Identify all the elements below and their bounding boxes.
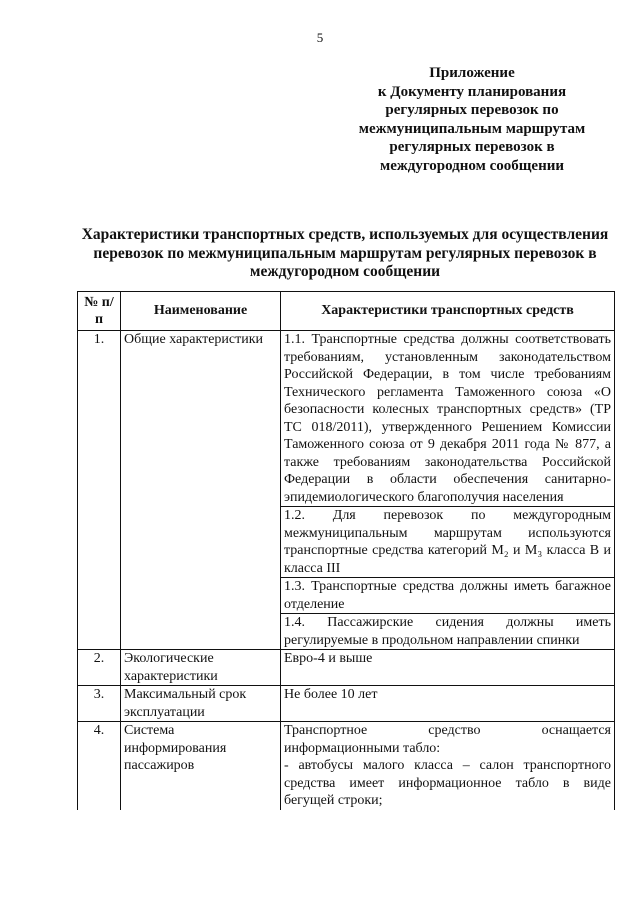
table-row [78, 331, 615, 507]
characteristic-item: 1.2. Для перевозок по междугородным межмуниципальным маршрутам используются транспортные средства категорий M₂ и M₃ класса B и класса III [281, 507, 615, 578]
appendix-line: регулярных перевозок в [389, 139, 555, 155]
row-number: 2. [78, 650, 121, 686]
appendix-line: к Документу планирования [377, 83, 567, 100]
title-line: междугородном сообщении [249, 263, 441, 280]
characteristic-value: Евро-4 и выше [281, 650, 615, 686]
document-title [70, 226, 620, 282]
row-number: 3. [78, 686, 121, 722]
row-name: Экологические характеристики [121, 650, 281, 686]
characteristic-lines [281, 722, 615, 810]
row-number: 1. [78, 331, 121, 650]
page-number: 5 [316, 30, 324, 45]
appendix-line: межмуниципальным маршрутам [358, 120, 586, 137]
characteristic-item: 1.1. Транспортные средства должны соответствовать требованиям, установленным законодательством Российской Федерации, в том числе требованиям Технического регламента Таможенного союза «О безопасности колесных транспортных средств» (ТР ТС 018/2011), утвержденного Решением Комиссии Таможенного союза от 9 декабря 2011 года № 877, а также требованиям законодательства Российской Федерации в области обеспечения санитарно-эпидемиологического благополучия населения [281, 331, 615, 507]
table-header-row [78, 292, 615, 331]
title-line: Характеристики транспортных средств, используемых для осуществления [81, 226, 609, 243]
appendix-line: междугородном сообщении [379, 157, 564, 174]
header-characteristics: Характеристики транспортных средств [281, 292, 615, 331]
appendix-line: Приложение [429, 65, 515, 81]
appendix-line: регулярных перевозок по [385, 102, 559, 118]
characteristic-line: - автобусы малого класса – салон транспортного средства имеет информационное табло в виде бегущей строки; [284, 758, 611, 808]
characteristics-table [77, 291, 615, 810]
table-row [78, 686, 615, 722]
table-row [78, 722, 615, 810]
characteristic-item: 1.4. Пассажирские сидения должны иметь регулируемые в продольном направлении спинки [281, 614, 615, 650]
title-line: перевозок по межмуниципальным маршрутам регулярных перевозок в [93, 244, 597, 262]
header-num: № п/п [78, 292, 121, 331]
characteristic-value: Не более 10 лет [281, 686, 615, 722]
row-name: Система информирования пассажиров [121, 722, 281, 810]
header-name: Наименование [121, 292, 281, 331]
row-name: Максимальный срок эксплуатации [121, 686, 281, 722]
table-row [78, 650, 615, 686]
row-number: 4. [78, 722, 121, 810]
characteristic-item: 1.3. Транспортные средства должны иметь багажное отделение [281, 578, 615, 614]
appendix-heading [332, 64, 612, 175]
characteristic-line: Транспортное средство оснащается информационными табло: [284, 723, 611, 756]
row-name: Общие характеристики [121, 331, 281, 650]
